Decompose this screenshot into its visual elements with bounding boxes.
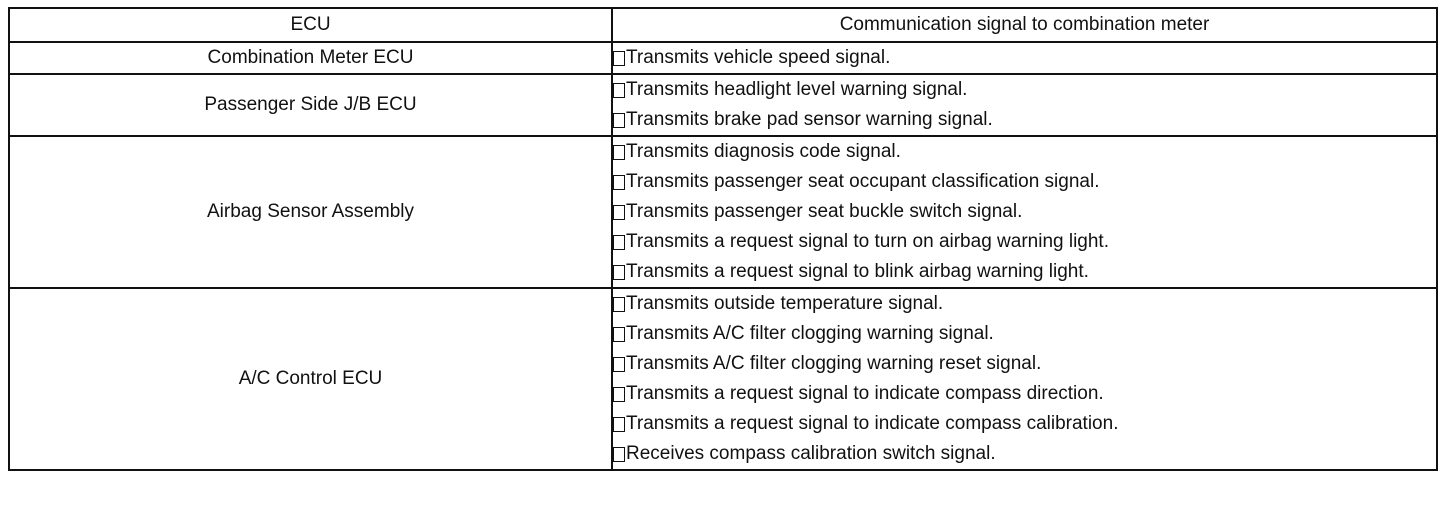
checkbox-icon — [613, 357, 625, 372]
signal-item — [613, 105, 1436, 135]
signal-text: Transmits diagnosis code signal. — [626, 141, 901, 162]
ecu-name-cell: A/C Control ECU — [9, 288, 612, 470]
signal-item — [613, 289, 1436, 319]
signal-text: Receives compass calibration switch signal. — [626, 443, 996, 464]
ecu-communication-table — [8, 7, 1438, 471]
checkbox-icon — [613, 175, 625, 190]
checkbox-icon — [613, 447, 625, 462]
signal-text: Transmits a request signal to blink airbag warning light. — [626, 261, 1089, 282]
ecu-name-cell: Passenger Side J/B ECU — [9, 74, 612, 136]
signal-text: Transmits brake pad sensor warning signal. — [626, 109, 993, 130]
signal-text: Transmits A/C filter clogging warning reset signal. — [626, 353, 1042, 374]
signal-item — [613, 319, 1436, 349]
ecu-name-cell: Airbag Sensor Assembly — [9, 136, 612, 288]
signal-item — [613, 227, 1436, 257]
ecu-name-cell: Combination Meter ECU — [9, 42, 612, 74]
checkbox-icon — [613, 83, 625, 98]
header-ecu: ECU — [9, 8, 612, 42]
table-row — [9, 288, 1437, 470]
checkbox-icon — [613, 51, 625, 66]
signal-item — [613, 137, 1436, 167]
signals-cell — [612, 74, 1437, 136]
checkbox-icon — [613, 205, 625, 220]
signal-text: Transmits passenger seat buckle switch signal. — [626, 201, 1023, 222]
signal-item — [613, 439, 1436, 469]
signal-item — [613, 257, 1436, 287]
table-row — [9, 74, 1437, 136]
signal-item — [613, 409, 1436, 439]
checkbox-icon — [613, 297, 625, 312]
signal-item — [613, 75, 1436, 105]
signal-text: Transmits a request signal to indicate compass calibration. — [626, 413, 1119, 434]
signal-text: Transmits a request signal to indicate compass direction. — [626, 383, 1104, 404]
header-row — [9, 8, 1437, 42]
signal-text: Transmits vehicle speed signal. — [626, 47, 891, 68]
checkbox-icon — [613, 145, 625, 160]
signal-text: Transmits a request signal to turn on airbag warning light. — [626, 231, 1109, 252]
header-signal: Communication signal to combination meter — [612, 8, 1437, 42]
signal-text: Transmits headlight level warning signal. — [626, 79, 968, 100]
signal-item — [613, 43, 1436, 73]
signals-cell — [612, 288, 1437, 470]
checkbox-icon — [613, 113, 625, 128]
signal-item — [613, 349, 1436, 379]
signal-item — [613, 167, 1436, 197]
checkbox-icon — [613, 387, 625, 402]
signal-item — [613, 379, 1436, 409]
signals-cell — [612, 136, 1437, 288]
signal-text: Transmits passenger seat occupant classification signal. — [626, 171, 1100, 192]
checkbox-icon — [613, 417, 625, 432]
checkbox-icon — [613, 265, 625, 280]
signal-text: Transmits outside temperature signal. — [626, 293, 944, 314]
checkbox-icon — [613, 327, 625, 342]
table-row — [9, 42, 1437, 74]
signals-cell — [612, 42, 1437, 74]
checkbox-icon — [613, 235, 625, 250]
signal-text: Transmits A/C filter clogging warning signal. — [626, 323, 994, 344]
signal-item — [613, 197, 1436, 227]
table-row — [9, 136, 1437, 288]
